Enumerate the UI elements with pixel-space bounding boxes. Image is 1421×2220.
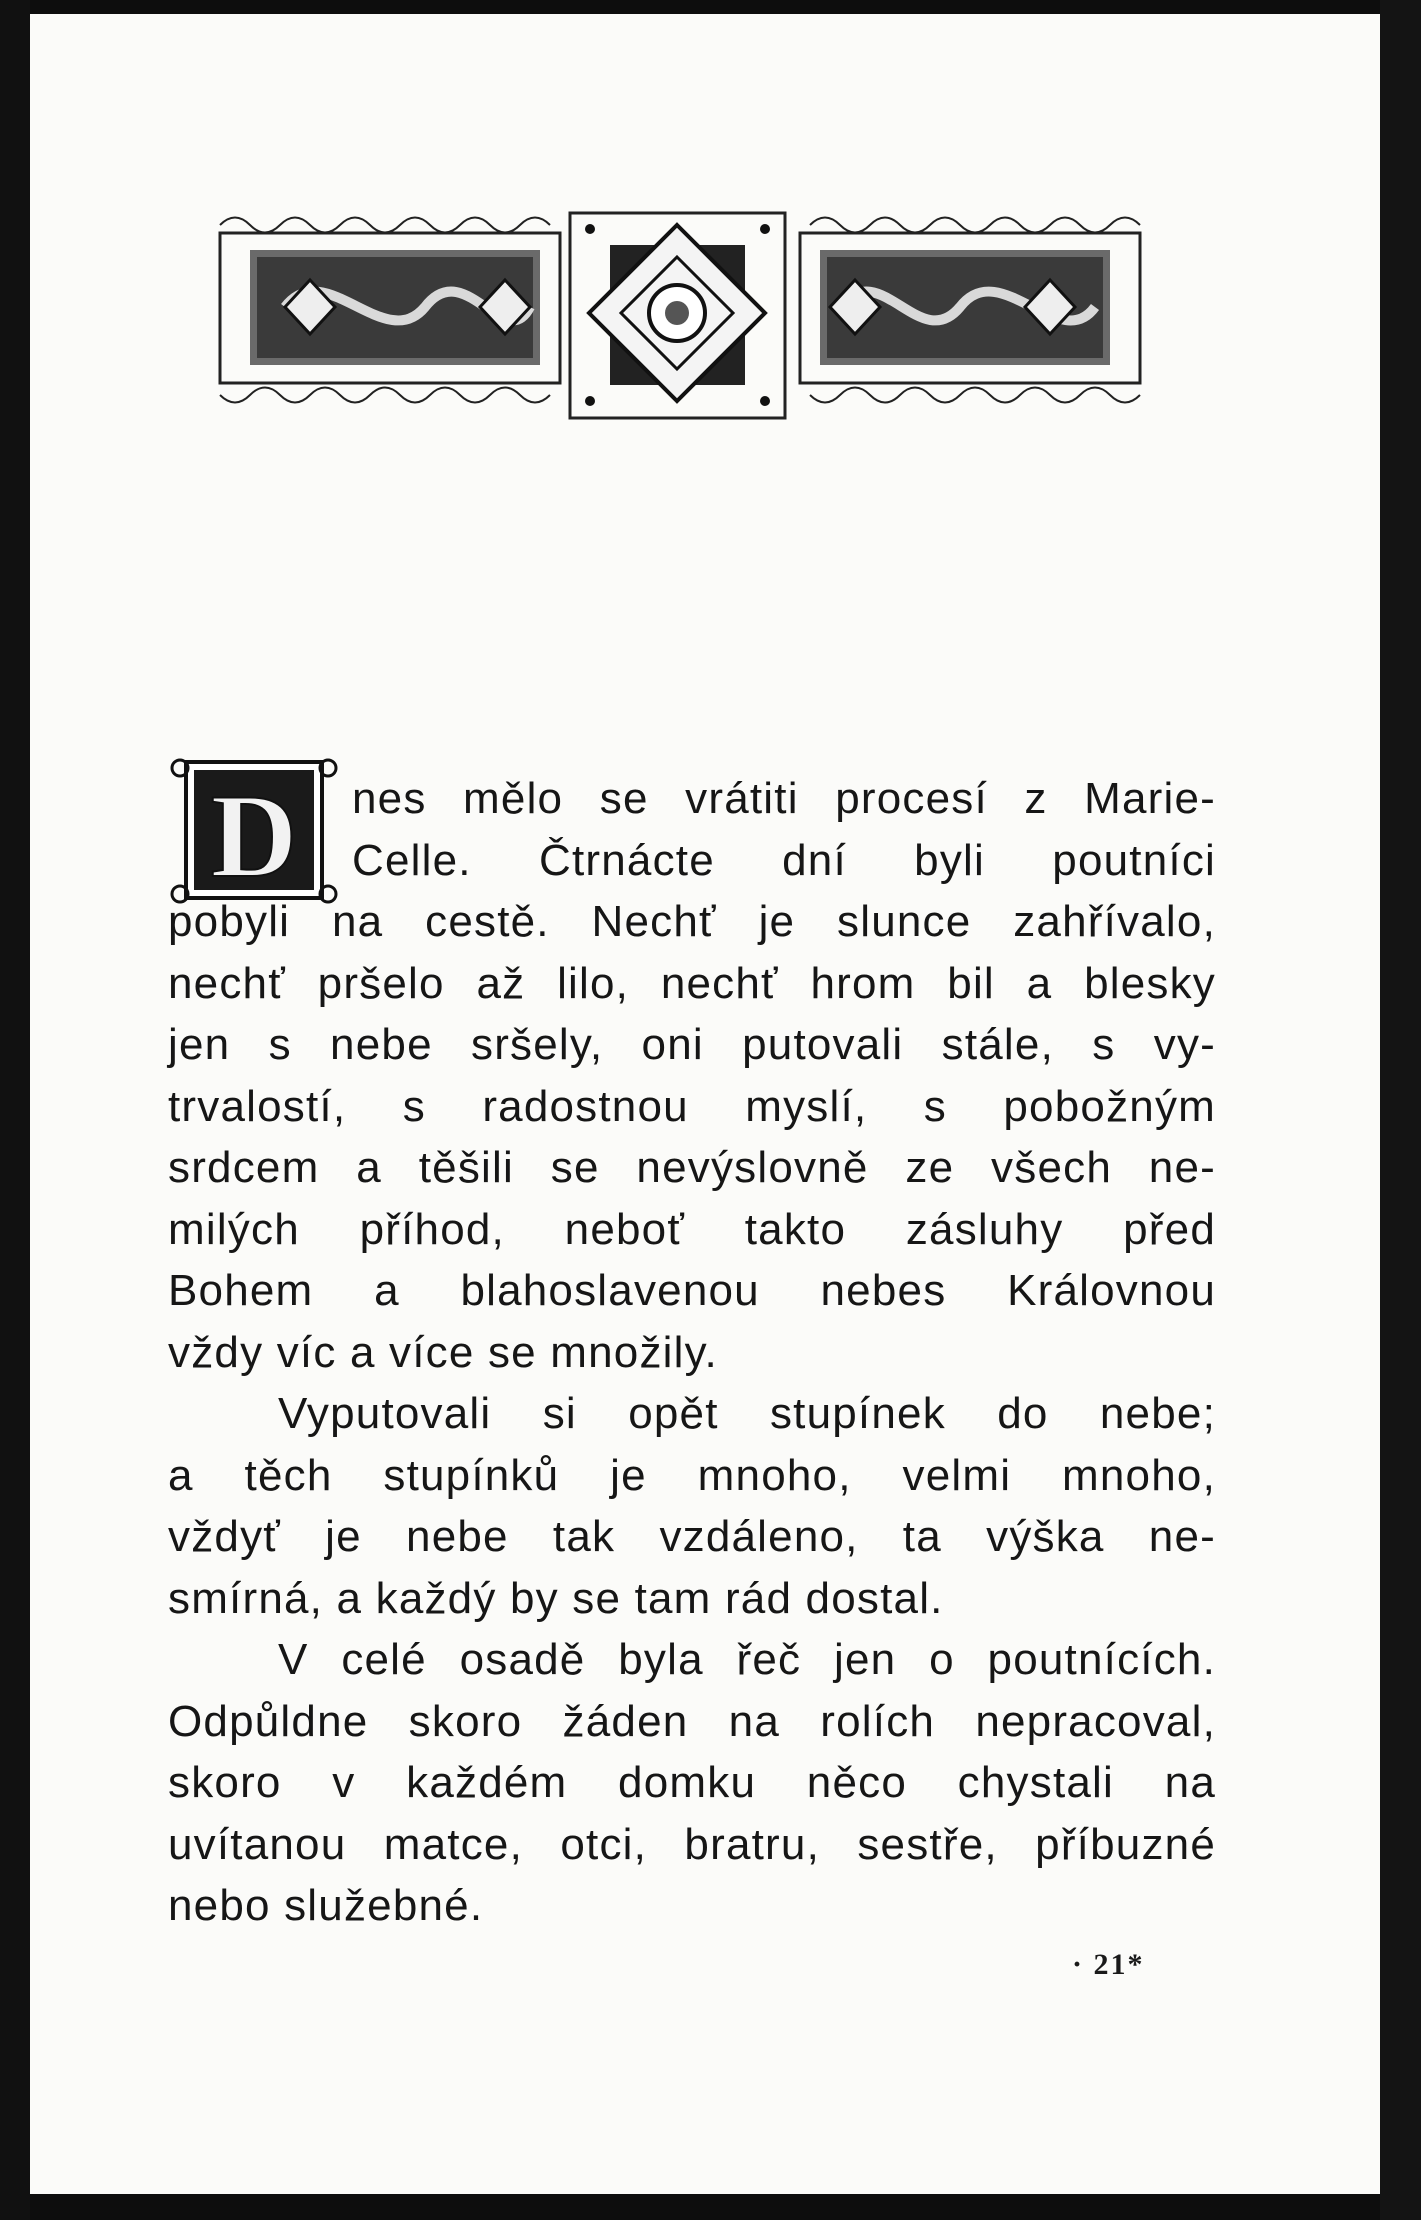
text-line: vždyť je nebe tak vzdáleno, ta výška ne-	[168, 1512, 1216, 1561]
text-line: Celle. Čtrnácte dní byli poutníci	[352, 835, 1216, 885]
text-line: a těch stupínků je mnoho, velmi mnoho,	[168, 1450, 1216, 1500]
drop-cap-letter: D	[210, 769, 298, 902]
text-line: pobyli na cestě. Nechť je slunce zahřívalo,	[168, 897, 1216, 946]
text-line: Odpůldne skoro žáden na rolích nepracoval,	[168, 1696, 1216, 1746]
text-line: milých příhod, neboť takto zásluhy před	[168, 1204, 1216, 1254]
text-line: V celé osadě byla řeč jen o poutnících.	[278, 1635, 1216, 1684]
text-line: nes mělo se vrátiti procesí z Marie-	[352, 774, 1216, 823]
book-spine	[0, 0, 30, 2220]
text-line: nechť pršelo až lilo, nechť hrom bil a blesky	[168, 958, 1216, 1008]
text-line: vždy víc a více se množily.	[168, 1327, 718, 1377]
page-edge	[1380, 0, 1421, 2220]
ornamental-headpiece	[215, 205, 1150, 430]
text-line: Vyputovali si opět stupínek do nebe;	[278, 1389, 1216, 1438]
text-line: jen s nebe sršely, oni putovali stále, s vy-	[168, 1020, 1216, 1069]
text-line: skoro v každém domku něco chystali na	[168, 1758, 1216, 1807]
text-line: srdcem a těšili se nevýslovně ze všech ne-	[168, 1143, 1216, 1192]
page-number: · 21*	[1072, 1948, 1145, 1981]
text-line: Bohem a blahoslavenou nebes Královnou	[168, 1266, 1216, 1315]
text-line: trvalostí, s radostnou myslí, s pobožným	[168, 1081, 1216, 1131]
text-line: nebo služebné.	[168, 1881, 484, 1930]
text-line: smírná, a každý by se tam rád dostal.	[168, 1573, 944, 1623]
text-line: uvítanou matce, otci, bratru, sestře, příbuzné	[168, 1819, 1216, 1869]
body-text	[168, 768, 1216, 1937]
